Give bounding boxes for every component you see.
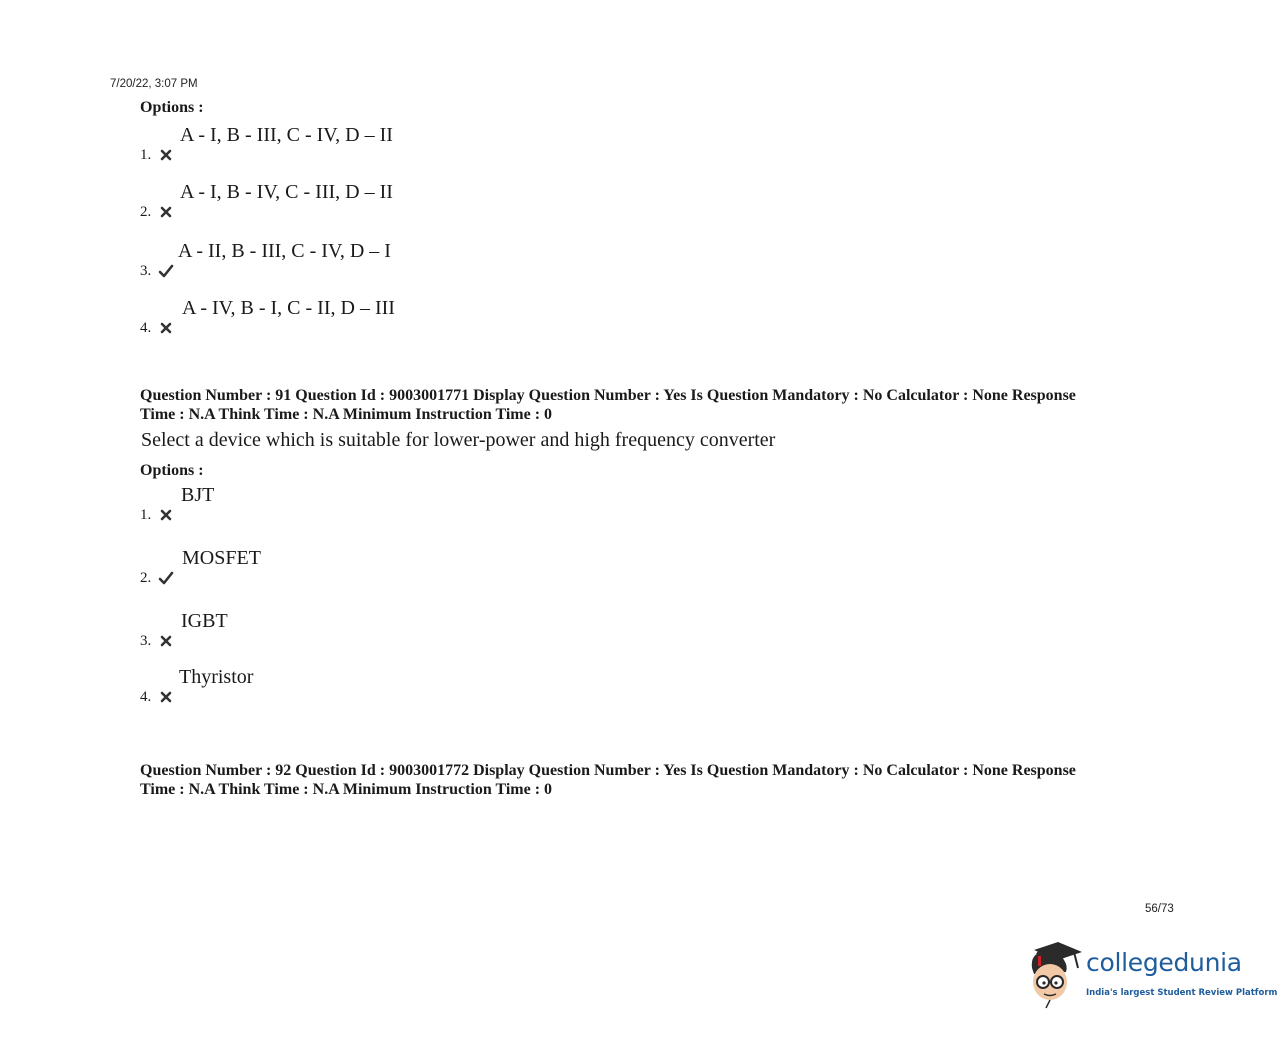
logo-tagline: India's largest Student Review Platform: [1086, 988, 1278, 998]
cross-icon: [158, 508, 174, 522]
question-meta: [140, 386, 1160, 424]
option-number: 4.: [140, 320, 152, 336]
question-meta-line: Time : N.A Think Time : N.A Minimum Instruction Time : 0: [140, 781, 553, 798]
cross-icon: [158, 634, 174, 648]
option-text: Thyristor: [179, 666, 254, 688]
options-heading: Options :: [140, 99, 204, 116]
option-row: [140, 547, 740, 587]
option-row: [140, 240, 740, 280]
option-text: A - II, B - III, C - IV, D – I: [178, 240, 391, 262]
options-heading: Options :: [140, 462, 204, 479]
option-number: 1.: [140, 147, 152, 163]
logo-name: collegedunia: [1086, 948, 1242, 977]
option-number: 2.: [140, 570, 152, 586]
option-row: [140, 666, 740, 706]
question-text: Select a device which is suitable for lower-power and high frequency converter: [141, 429, 776, 451]
option-number: 1.: [140, 507, 152, 523]
question-meta-line: Question Number : 92 Question Id : 9003001772 Display Question Number : Yes Is Question Mandatory : No Calculator : None Response: [140, 762, 1076, 779]
option-text: A - IV, B - I, C - II, D – III: [182, 297, 395, 319]
option-text: IGBT: [181, 610, 228, 632]
option-row: [140, 124, 740, 164]
check-icon: [158, 571, 174, 585]
question-meta-line: Question Number : 91 Question Id : 9003001771 Display Question Number : Yes Is Question Mandatory : No Calculator : None Response: [140, 387, 1076, 404]
option-text: A - I, B - III, C - IV, D – II: [180, 124, 393, 146]
page-number: 56/73: [1145, 903, 1174, 915]
cross-icon: [158, 690, 174, 704]
option-number: 3.: [140, 633, 152, 649]
option-row: [140, 610, 740, 650]
question-meta-line: Time : N.A Think Time : N.A Minimum Instruction Time : 0: [140, 406, 553, 423]
option-text: BJT: [181, 484, 215, 506]
check-icon: [158, 264, 174, 278]
question-meta: [140, 761, 1160, 799]
mascot-icon: [1024, 938, 1086, 1010]
option-row: [140, 297, 740, 337]
option-row: [140, 484, 740, 524]
collegedunia-logo: [1024, 938, 1278, 1010]
cross-icon: [158, 148, 174, 162]
option-text: MOSFET: [182, 547, 261, 569]
option-number: 2.: [140, 204, 152, 220]
option-number: 4.: [140, 689, 152, 705]
cross-icon: [158, 321, 174, 335]
option-number: 3.: [140, 263, 152, 279]
cross-icon: [158, 205, 174, 219]
page-timestamp: 7/20/22, 3:07 PM: [110, 78, 198, 90]
option-text: A - I, B - IV, C - III, D – II: [180, 181, 393, 203]
option-row: [140, 181, 740, 221]
